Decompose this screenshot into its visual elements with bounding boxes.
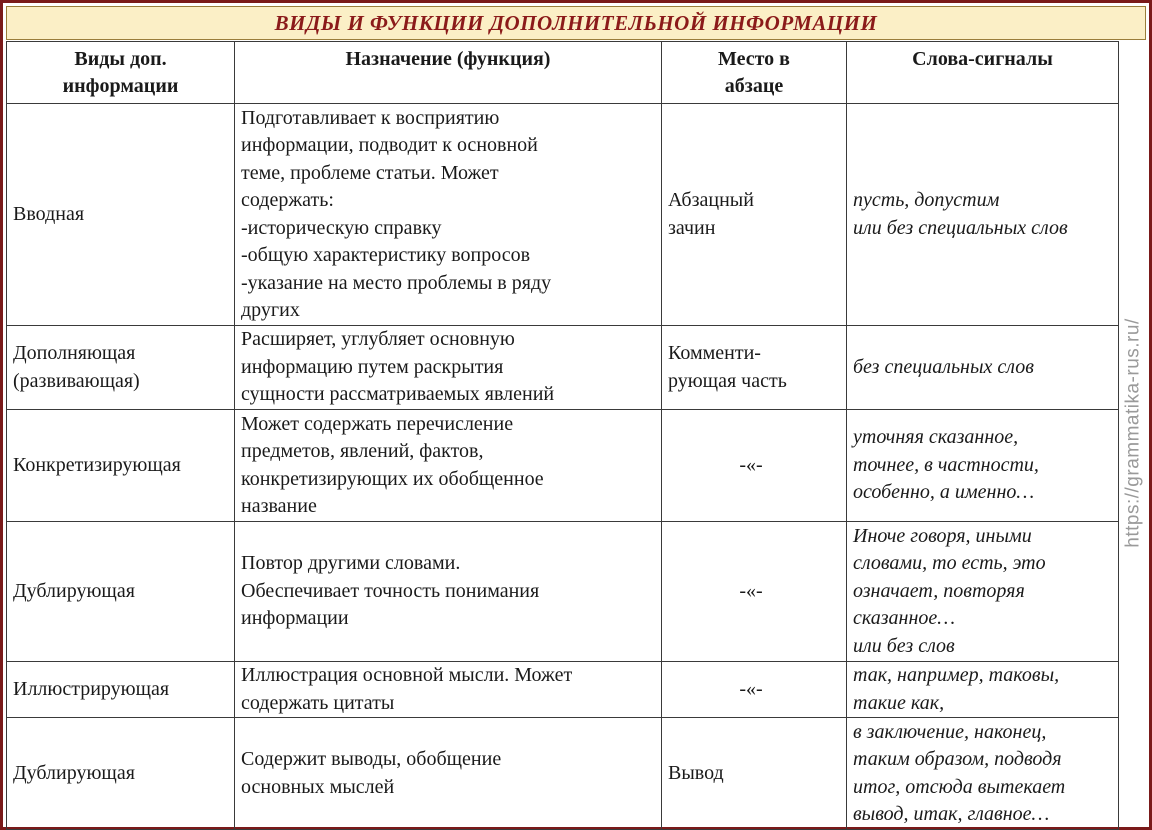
row-place: -«-	[662, 522, 847, 662]
row-kind: Конкретизирующая	[7, 410, 235, 522]
header-signals: Слова-сигналы	[847, 42, 1119, 104]
row-place: Вывод	[662, 718, 847, 830]
row-place: -«-	[662, 410, 847, 522]
table-row	[7, 662, 1119, 718]
header-place: Место в абзаце	[662, 42, 847, 104]
table-row	[7, 326, 1119, 410]
row-function: Подготавливает к восприятию информации, подводит к основной теме, проблеме статьи. Может содержать: -историческую справку -общую характеристику вопросов -указание на место проблемы в ряду других	[235, 104, 662, 326]
row-signals: в заключение, наконец, таким образом, подводя итог, отсюда вытекает вывод, итак, главное…	[847, 718, 1119, 830]
page-title: ВИДЫ И ФУНКЦИИ ДОПОЛНИТЕЛЬНОЙ ИНФОРМАЦИИ	[274, 10, 878, 35]
row-place: Комменти- рующая часть	[662, 326, 847, 410]
watermark	[1121, 295, 1147, 570]
row-signals: так, например, таковы, такие как,	[847, 662, 1119, 718]
row-kind: Вводная	[7, 104, 235, 326]
row-function: Иллюстрация основной мысли. Может содержать цитаты	[235, 662, 662, 718]
title-bar	[6, 6, 1146, 40]
row-signals: без специальных слов	[847, 326, 1119, 410]
row-kind: Дублирующая	[7, 522, 235, 662]
row-place: Абзацный зачин	[662, 104, 847, 326]
row-place: -«-	[662, 662, 847, 718]
table-row	[7, 522, 1119, 662]
row-signals: пусть, допустим или без специальных слов	[847, 104, 1119, 326]
row-function: Может содержать перечисление предметов, явлений, фактов, конкретизирующих их обобщенное название	[235, 410, 662, 522]
table-row	[7, 104, 1119, 326]
header-function: Назначение (функция)	[235, 42, 662, 104]
row-kind: Иллюстрирующая	[7, 662, 235, 718]
table-header-row	[7, 42, 1119, 104]
row-kind: Дополняющая (развивающая)	[7, 326, 235, 410]
table-row	[7, 718, 1119, 830]
row-function: Расширяет, углубляет основную информацию путем раскрытия сущности рассматриваемых явлений	[235, 326, 662, 410]
row-function: Содержит выводы, обобщение основных мыслей	[235, 718, 662, 830]
row-function: Повтор другими словами. Обеспечивает точность понимания информации	[235, 522, 662, 662]
row-signals: Иноче говоря, иными словами, то есть, это означает, повторяя сказанное… или без слов	[847, 522, 1119, 662]
table-row	[7, 410, 1119, 522]
watermark-url: https://grammatika-rus.ru/	[1123, 317, 1145, 548]
info-table	[6, 41, 1119, 830]
row-kind: Дублирующая	[7, 718, 235, 830]
row-signals: уточняя сказанное, точнее, в частности, особенно, а именно…	[847, 410, 1119, 522]
header-kind: Виды доп. информации	[7, 42, 235, 104]
